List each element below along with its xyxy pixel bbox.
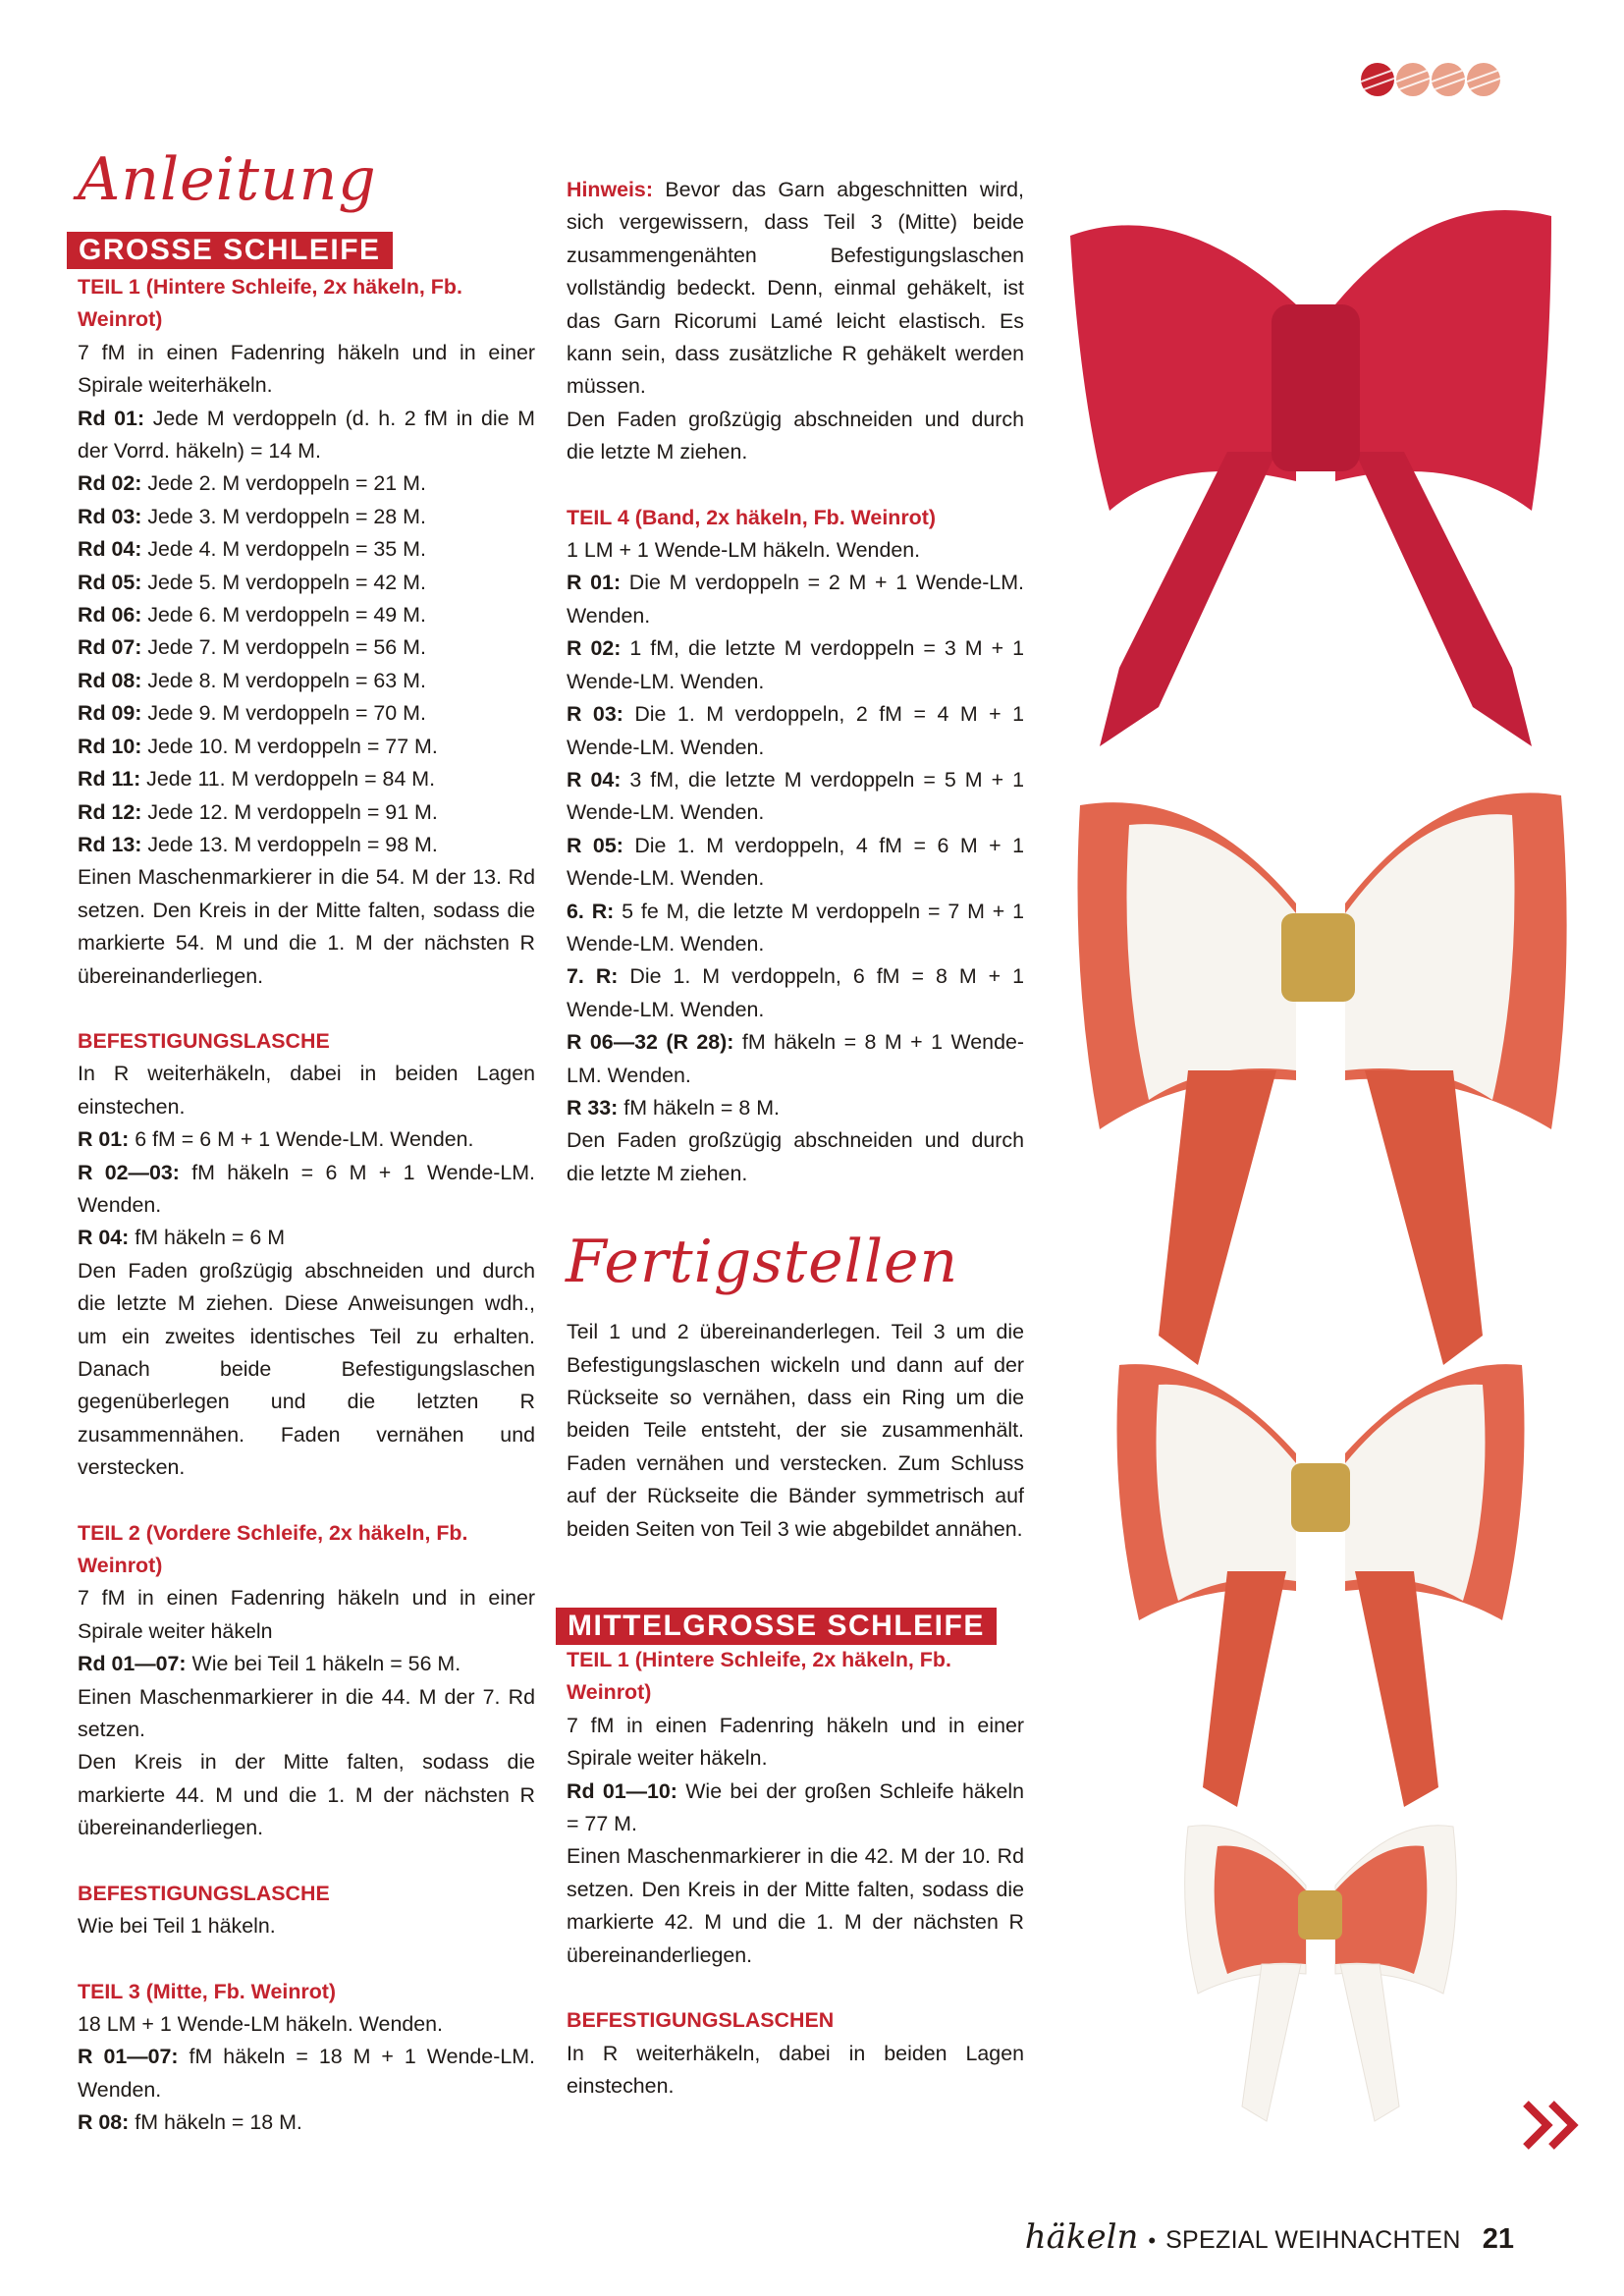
- round-text: Jede 7. M verdoppeln = 56 M.: [141, 635, 426, 660]
- round-text: Jede 9. M verdoppeln = 70 M.: [141, 701, 426, 726]
- paragraph: In R weiterhäkeln, dabei in beiden Lagen einstechen.: [78, 1062, 535, 1119]
- round-text: Die 1. M verdoppeln, 6 fM = 8 M + 1 Wende-LM. Wenden.: [567, 964, 1025, 1021]
- round-label: R 02:: [567, 636, 622, 661]
- yarn-ball-icon: [1396, 63, 1430, 96]
- round-label: Rd 01—07:: [78, 1652, 187, 1676]
- round-instruction: [567, 896, 1024, 961]
- round-text: Jede 8. M verdoppeln = 63 M.: [141, 668, 426, 692]
- round-text: fM häkeln = 8 M.: [618, 1095, 780, 1120]
- page-footer: [1025, 2217, 1514, 2257]
- round-label: R 05:: [567, 833, 623, 857]
- round-label: Rd 05:: [78, 570, 142, 594]
- round-label: Rd 01:: [78, 406, 145, 430]
- banner-grosse-schleife: GROSSE SCHLEIFE: [67, 232, 393, 269]
- round-text: Jede M verdoppeln (d. h. 2 fM in die M der Vorrd. häkeln) = 14 M.: [78, 406, 536, 464]
- page-number: 21: [1482, 2223, 1514, 2255]
- round-instruction: [78, 403, 535, 468]
- round-text: fM häkeln = 8 M + 1 Wende-LM. Wenden.: [567, 1030, 1024, 1087]
- round-label: 7. R:: [567, 964, 619, 989]
- round-instruction: [567, 567, 1024, 632]
- round-text: Jede 10. M verdoppeln = 77 M.: [141, 734, 438, 758]
- bow-large-red: [1070, 210, 1551, 746]
- round-instruction: [78, 2106, 535, 2139]
- footer-magazine: SPEZIAL WEIHNACHTEN: [1165, 2226, 1461, 2254]
- round-text: Jede 6. M verdoppeln = 49 M.: [141, 603, 426, 628]
- round-label: 6. R:: [567, 899, 615, 923]
- round-instruction: [78, 599, 535, 631]
- bow-small-white: [1185, 1826, 1457, 2121]
- round-instruction: [567, 960, 1024, 1026]
- spacer: [78, 1485, 535, 1517]
- round-text: Die 1. M verdoppeln, 4 fM = 6 M + 1 Wende-LM. Wenden.: [567, 833, 1025, 891]
- section-title-anleitung: Anleitung: [78, 145, 377, 214]
- round-instruction: [78, 665, 535, 697]
- paragraph: Einen Maschenmarkierer in die 54. M der 13. Rd setzen. Den Kreis in der Mitte falten, sodass die markierte 54. M und die 1. M der nächsten R übereinanderliegen.: [78, 865, 535, 988]
- round-text: Jede 12. M verdoppeln = 91 M.: [141, 799, 438, 824]
- round-text: Die M verdoppeln = 2 M + 1 Wende-LM. Wenden.: [567, 571, 1024, 628]
- round-label: Rd 11:: [78, 767, 141, 792]
- yarn-ball-icon: [1432, 63, 1465, 96]
- round-text: Bevor das Garn abgeschnitten wird, sich vergewissern, dass Teil 3 (Mitte) beide zusammengenähten Befestigungslaschen vollständig bedeckt. Denn, einmal gehäkelt, ist das Garn Ricorumi Lamé leicht elastisch. Es kann sein, dass zusätzliche R gehäkelt werden müssen.: [567, 178, 1024, 399]
- round-text: 5 fe M, die letzte M verdoppeln = 7 M + 1 Wende-LM. Wenden.: [567, 899, 1025, 956]
- fertigstellen-text: Teil 1 und 2 übereinanderlegen. Teil 3 um die Befestigungslaschen wickeln und dann auf der Rückseite so vernähen, dass ein Ring um die beiden Teile entsteht, der sie zusammenhält. Faden vernähen und verstecken. Zum Schluss auf der Rückseite die Bänder symmetrisch auf beiden Seiten von Teil 3 wie abgebildet annähen.: [567, 1320, 1024, 1541]
- instructions-column-right: [567, 174, 1024, 2103]
- bow-coral-white-1: [1078, 793, 1567, 1365]
- round-label: R 01:: [78, 1127, 130, 1152]
- paragraph: 7 fM in einen Fadenring häkeln und in einer Spirale weiterhäkeln.: [78, 340, 535, 398]
- round-label: R 04:: [567, 767, 622, 792]
- paragraph: Den Kreis in der Mitte falten, sodass die markierte 44. M und die 1. M der nächsten R übereinanderliegen.: [78, 1750, 535, 1840]
- round-text: 3 fM, die letzte M verdoppeln = 5 M + 1 Wende-LM. Wenden.: [567, 767, 1024, 825]
- paragraph: Den Faden großzügig abschneiden und durch die letzte M ziehen. Diese Anweisungen wdh., um ein zweites identisches Teil zu erhalten. Danach beide Befestigungslaschen gegenüberlegen und die letzten R zusammennähen. Faden vernähen und verstecken.: [78, 1258, 535, 1480]
- round-label: R 08:: [78, 2110, 130, 2135]
- round-text: Jede 13. M verdoppeln = 98 M.: [141, 832, 438, 856]
- round-instruction: [78, 1123, 535, 1156]
- round-label: Rd 03:: [78, 504, 142, 528]
- subsection-heading: TEIL 2 (Vordere Schleife, 2x häkeln, Fb. Weinrot): [78, 1520, 468, 1578]
- paragraph: 7 fM in einen Fadenring häkeln und in einer Spirale weiter häkeln.: [567, 1713, 1024, 1771]
- paragraph: Den Faden großzügig abschneiden und durch die letzte M ziehen.: [567, 1128, 1024, 1185]
- round-instruction: [567, 632, 1024, 698]
- banner-mittelgrosse-schleife: MITTELGROSSE SCHLEIFE: [556, 1608, 997, 1645]
- round-instruction: [78, 1648, 535, 1680]
- round-instruction: [78, 533, 535, 566]
- col2-top-block: [567, 174, 1024, 1190]
- subsection-heading: TEIL 3 (Mitte, Fb. Weinrot): [78, 1979, 337, 2003]
- round-instruction: [567, 764, 1024, 830]
- round-text: Wie bei der großen Schleife häkeln = 77 M.: [567, 1778, 1025, 1836]
- round-instruction: [567, 1092, 1024, 1124]
- round-instruction: [567, 698, 1024, 764]
- col2-bottom-block: [567, 1644, 1024, 2103]
- yarn-ball-icon: [1361, 63, 1394, 96]
- bow-coral-white-2: [1117, 1364, 1525, 1807]
- round-instruction: [78, 796, 535, 829]
- round-label: Rd 02:: [78, 471, 142, 496]
- round-instruction: [78, 763, 535, 795]
- paragraph: 7 fM in einen Fadenring häkeln und in einer Spirale weiter häkeln: [78, 1586, 535, 1643]
- subsection-heading: BEFESTIGUNGSLASCHEN: [567, 2008, 835, 2033]
- paragraph: Wie bei Teil 1 häkeln.: [78, 1914, 276, 1939]
- round-label: Rd 08:: [78, 668, 142, 692]
- paragraph: Einen Maschenmarkierer in die 44. M der 7. Rd setzen.: [78, 1684, 535, 1742]
- next-page-arrow-icon[interactable]: [1522, 2098, 1591, 2153]
- round-label: Rd 09:: [78, 701, 142, 726]
- round-label: Rd 04:: [78, 537, 142, 562]
- bows-photo: [1041, 157, 1610, 2141]
- round-text: Jede 2. M verdoppeln = 21 M.: [141, 471, 426, 496]
- footer-brand: häkeln: [1024, 2217, 1139, 2257]
- round-label: Rd 12:: [78, 799, 142, 824]
- round-instruction: [567, 1776, 1024, 1841]
- round-instruction: [78, 567, 535, 599]
- round-label: Rd 13:: [78, 832, 142, 856]
- round-text: Jede 5. M verdoppeln = 42 M.: [141, 570, 426, 594]
- round-label: R 01:: [567, 571, 622, 595]
- round-instruction: [78, 731, 535, 763]
- round-text: Jede 4. M verdoppeln = 35 M.: [141, 537, 426, 562]
- yarn-ball-icon: [1467, 63, 1500, 96]
- round-instruction: [567, 830, 1024, 896]
- round-label: R 02—03:: [78, 1160, 180, 1184]
- difficulty-rating: [1361, 63, 1500, 96]
- round-label: Rd 10:: [78, 734, 142, 758]
- round-text: Jede 11. M verdoppeln = 84 M.: [140, 767, 436, 792]
- subsection-heading: TEIL 4 (Band, 2x häkeln, Fb. Weinrot): [567, 505, 936, 529]
- round-instruction: [78, 501, 535, 533]
- round-instruction: [78, 829, 535, 861]
- subsection-heading: BEFESTIGUNGSLASCHE: [78, 1881, 330, 1905]
- round-label: Rd 07:: [78, 635, 142, 660]
- paragraph: 1 LM + 1 Wende-LM häkeln. Wenden.: [567, 538, 921, 563]
- round-label: R 06—32 (R 28):: [567, 1030, 734, 1055]
- round-text: Wie bei Teil 1 häkeln = 56 M.: [186, 1652, 461, 1676]
- spacer: [78, 1845, 535, 1878]
- round-label: R 33:: [567, 1095, 619, 1120]
- round-text: Jede 3. M verdoppeln = 28 M.: [141, 504, 426, 528]
- paragraph: Den Faden großzügig abschneiden und durch die letzte M ziehen.: [567, 407, 1024, 465]
- round-instruction: [78, 2041, 535, 2106]
- footer-separator: •: [1148, 2228, 1157, 2253]
- round-text: fM häkeln = 6 M: [129, 1226, 286, 1250]
- round-label: Rd 01—10:: [567, 1778, 677, 1803]
- spacer: [567, 1972, 1024, 2004]
- round-instruction: [78, 467, 535, 500]
- round-label: R 03:: [567, 702, 623, 727]
- round-text: fM häkeln = 18 M + 1 Wende-LM. Wenden.: [78, 2045, 535, 2102]
- round-text: fM häkeln = 18 M.: [129, 2110, 302, 2135]
- section-title-fertigstellen: Fertigstellen: [566, 1228, 959, 1296]
- round-instruction: [567, 174, 1024, 404]
- round-label: Hinweis:: [567, 178, 653, 201]
- round-label: R 01—07:: [78, 2045, 179, 2069]
- round-label: R 04:: [78, 1226, 130, 1250]
- spacer: [78, 993, 535, 1025]
- round-text: Die 1. M verdoppeln, 2 fM = 4 M + 1 Wende-LM. Wenden.: [567, 702, 1025, 759]
- round-instruction: [78, 1157, 535, 1223]
- subsection-heading: TEIL 1 (Hintere Schleife, 2x häkeln, Fb. Weinrot): [78, 275, 462, 332]
- round-instruction: [78, 631, 535, 664]
- round-instruction: [78, 697, 535, 730]
- round-label: Rd 06:: [78, 603, 142, 628]
- paragraph: In R weiterhäkeln, dabei in beiden Lagen einstechen.: [567, 2041, 1024, 2098]
- paragraph: Einen Maschenmarkierer in die 42. M der 10. Rd setzen. Den Kreis in der Mitte falten, sodass die markierte 42. M und die 1. M der nächsten R übereinanderliegen.: [567, 1844, 1024, 1967]
- subsection-heading: TEIL 1 (Hintere Schleife, 2x häkeln, Fb. Weinrot): [567, 1648, 951, 1705]
- round-text: 6 fM = 6 M + 1 Wende-LM. Wenden.: [129, 1127, 474, 1152]
- round-text: fM häkeln = 6 M + 1 Wende-LM. Wenden.: [78, 1160, 535, 1217]
- subsection-heading: BEFESTIGUNGSLASCHE: [78, 1028, 330, 1053]
- round-instruction: [567, 1026, 1024, 1092]
- round-text: 1 fM, die letzte M verdoppeln = 3 M + 1 Wende-LM. Wenden.: [567, 636, 1024, 693]
- paragraph: 18 LM + 1 Wende-LM häkeln. Wenden.: [78, 2011, 443, 2036]
- round-instruction: [78, 1222, 535, 1254]
- spacer: [567, 469, 1024, 502]
- instructions-column-left: [78, 271, 535, 2140]
- spacer: [78, 1943, 535, 1976]
